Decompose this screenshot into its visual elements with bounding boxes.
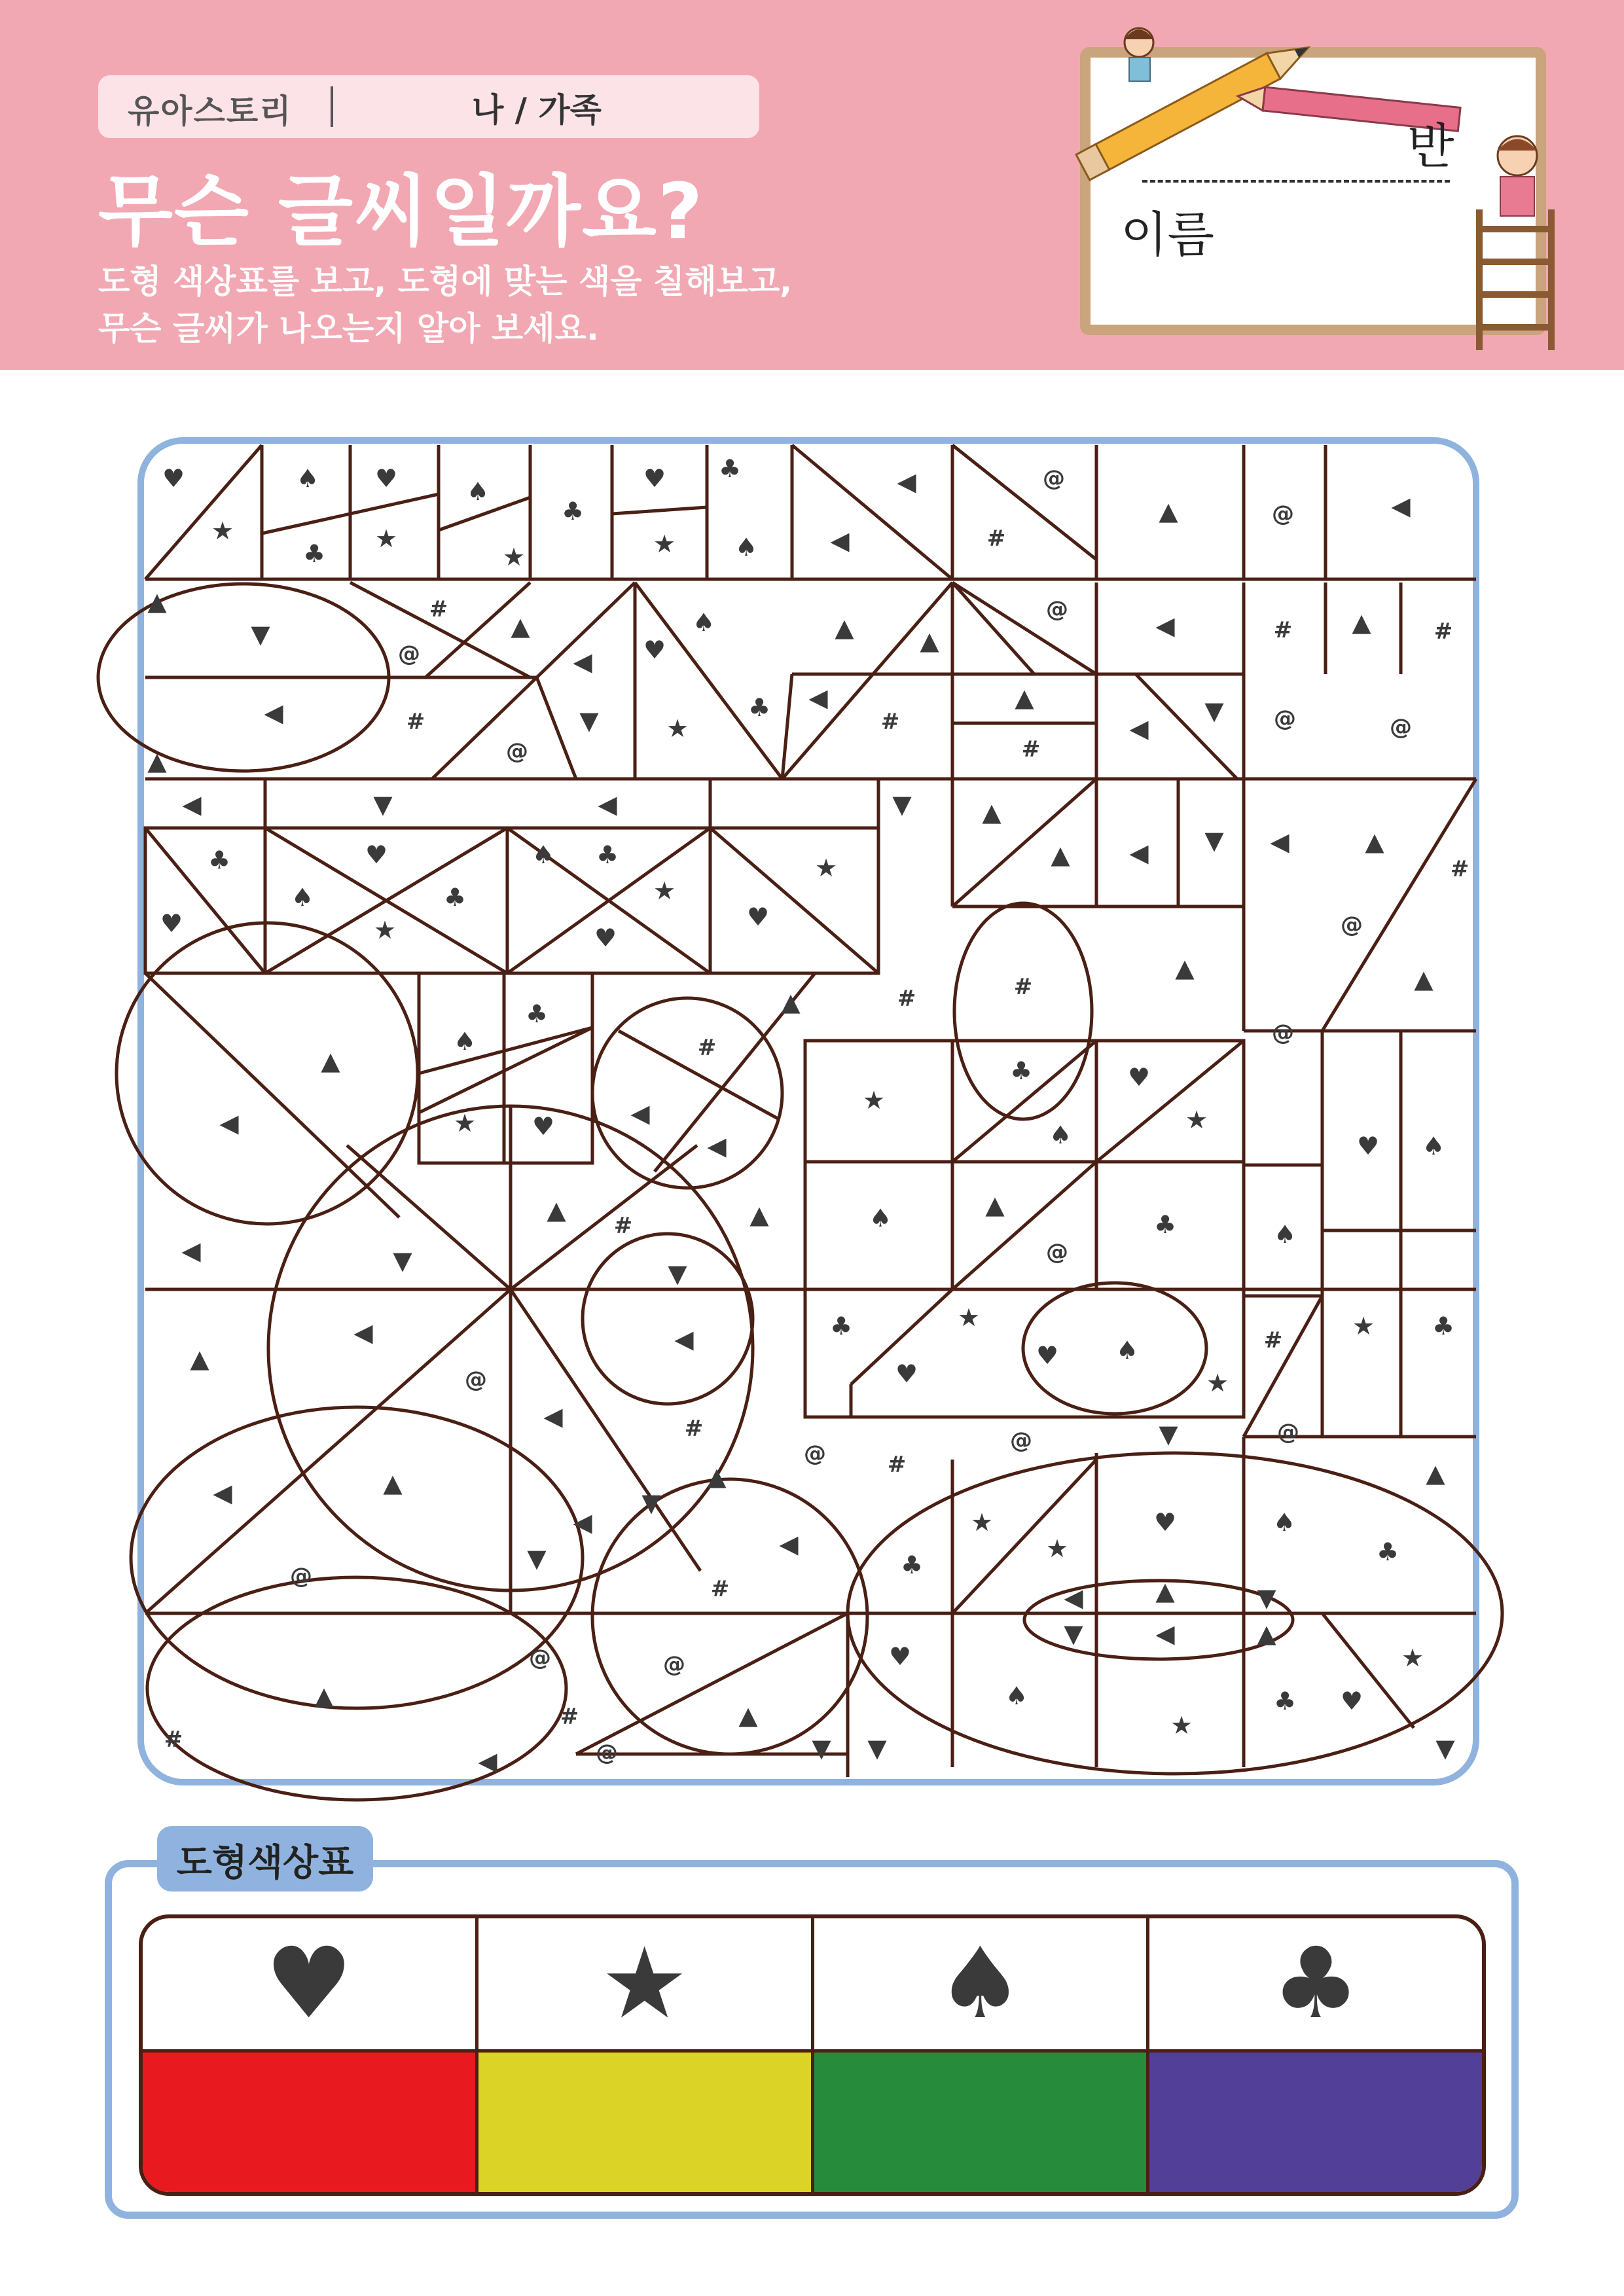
- triangle-left-icon: ◀: [1155, 611, 1175, 640]
- at-icon: @: [1046, 1239, 1068, 1265]
- club-icon: ♣: [718, 454, 742, 483]
- hash-icon: #: [164, 1727, 183, 1753]
- triangle-left-icon: ◀: [213, 1479, 232, 1507]
- at-icon: @: [398, 641, 420, 667]
- star-icon: ★: [957, 1303, 981, 1332]
- club-icon: ♣: [561, 497, 585, 526]
- triangle-left-icon: ◀: [897, 467, 916, 496]
- hash-icon: #: [880, 709, 900, 735]
- star-icon: ★: [653, 876, 676, 905]
- at-icon: @: [465, 1367, 487, 1393]
- triangle-left-icon: ◀: [707, 1132, 727, 1160]
- star-icon: ★: [666, 714, 689, 743]
- star-icon: ★: [478, 1918, 811, 2053]
- club-icon: ♣: [1376, 1537, 1399, 1566]
- triangle-up-icon: ▲: [1365, 827, 1384, 856]
- club-icon: ♣: [900, 1551, 924, 1579]
- triangle-down-icon: ▼: [641, 1488, 661, 1517]
- triangle-down-icon: ▼: [1204, 696, 1224, 725]
- class-label: 반: [1407, 118, 1454, 175]
- triangle-up-icon: ▲: [1015, 683, 1034, 712]
- triangle-up-icon: ▲: [920, 626, 939, 655]
- page-title: 무슨 글씨일까요?: [98, 166, 704, 257]
- star-icon: ★: [1401, 1643, 1424, 1672]
- star-icon: ★: [814, 853, 838, 882]
- at-icon: @: [1010, 1427, 1032, 1454]
- heart-icon: ♥: [594, 924, 617, 952]
- triangle-left-icon: ◀: [573, 647, 592, 676]
- triangle-up-icon: ▲: [1426, 1459, 1445, 1488]
- hash-icon: #: [1263, 1327, 1283, 1354]
- triangle-up-icon: ▲: [835, 613, 854, 642]
- legend-table: [139, 1914, 1486, 2196]
- legend-cell-heart: [143, 1918, 478, 2192]
- triangle-up-icon: ▲: [547, 1196, 566, 1225]
- heart-icon: ♥: [746, 903, 770, 931]
- triangle-down-icon: ▼: [1257, 1583, 1276, 1612]
- triangle-up-icon: ▲: [383, 1469, 403, 1498]
- star-icon: ★: [653, 529, 676, 558]
- star-icon: ★: [453, 1109, 477, 1138]
- hash-icon: #: [710, 1576, 730, 1602]
- heart-icon: ♥: [1356, 1132, 1380, 1160]
- triangle-left-icon: ◀: [779, 1530, 799, 1558]
- triangle-up-icon: ▲: [707, 1462, 727, 1491]
- triangle-left-icon: ◀: [830, 526, 850, 555]
- triangle-down-icon: ▼: [867, 1734, 887, 1763]
- club-icon: ♣: [525, 999, 549, 1028]
- star-icon: ★: [211, 516, 234, 545]
- at-icon: @: [506, 738, 528, 764]
- triangle-left-icon: ◀: [1270, 827, 1290, 856]
- at-icon: @: [1390, 714, 1412, 740]
- spade-icon: ♠: [869, 1204, 892, 1232]
- triangle-down-icon: ▼: [373, 790, 393, 819]
- triangle-up-icon: ▲: [321, 1047, 340, 1075]
- legend-cell-star: [478, 1918, 814, 2192]
- triangle-down-icon: ▼: [1159, 1420, 1178, 1448]
- legend-color-yellow: [478, 2053, 811, 2192]
- spade-icon: ♠: [1422, 1132, 1445, 1160]
- heart-icon: ♥: [143, 1918, 475, 2053]
- at-icon: @: [804, 1441, 826, 1467]
- instruction-line-2: 무슨 글씨가 나오는지 알아 보세요.: [98, 310, 599, 348]
- spade-icon: ♠: [453, 1027, 477, 1056]
- heart-icon: ♥: [643, 464, 666, 493]
- triangle-up-icon: ▲: [1352, 608, 1371, 637]
- heart-icon: ♥: [365, 840, 388, 869]
- club-icon: ♣: [829, 1312, 853, 1340]
- spade-icon: ♠: [734, 533, 758, 562]
- category-label: 나 / 가족: [472, 91, 602, 129]
- triangle-left-icon: ◀: [478, 1747, 497, 1776]
- triangle-up-icon: ▲: [190, 1344, 209, 1373]
- spade-icon: ♠: [1115, 1336, 1139, 1365]
- triangle-left-icon: ◀: [598, 790, 617, 819]
- legend-color-purple: [1149, 2053, 1482, 2192]
- at-icon: @: [1272, 501, 1294, 527]
- spade-icon: ♠: [532, 840, 555, 869]
- triangle-down-icon: ▼: [527, 1544, 547, 1573]
- star-icon: ★: [1352, 1312, 1375, 1340]
- spade-icon: ♠: [296, 464, 319, 493]
- hash-icon: #: [897, 986, 916, 1012]
- triangle-left-icon: ◀: [630, 1099, 650, 1128]
- star-icon: ★: [1045, 1534, 1069, 1563]
- spade-icon: ♠: [1272, 1508, 1296, 1537]
- spade-icon: ♠: [692, 608, 715, 637]
- triangle-down-icon: ▼: [393, 1246, 412, 1275]
- club-icon: ♣: [1273, 1687, 1297, 1715]
- triangle-up-icon: ▲: [781, 988, 801, 1016]
- triangle-up-icon: ▲: [985, 1191, 1005, 1219]
- heart-icon: ♥: [888, 1642, 912, 1671]
- at-icon: @: [1043, 465, 1065, 492]
- triangle-left-icon: ◀: [1129, 714, 1149, 743]
- triangle-left-icon: ◀: [573, 1508, 592, 1537]
- triangle-up-icon: ▲: [738, 1701, 758, 1730]
- triangle-up-icon: ▲: [1414, 965, 1434, 994]
- at-icon: @: [1046, 596, 1068, 622]
- star-icon: ★: [374, 524, 398, 553]
- star-icon: ★: [862, 1086, 886, 1115]
- heart-icon: ♥: [532, 1112, 555, 1141]
- at-icon: @: [596, 1740, 618, 1766]
- hash-icon: #: [1021, 736, 1041, 762]
- hash-icon: #: [429, 596, 448, 622]
- instruction-line-1: 도형 색상표를 보고, 도형에 맞는 색을 칠해보고,: [98, 262, 793, 300]
- at-icon: @: [1274, 706, 1296, 732]
- hash-icon: #: [1450, 856, 1470, 882]
- triangle-left-icon: ◀: [264, 698, 283, 727]
- at-icon: @: [1277, 1419, 1299, 1445]
- triangle-left-icon: ◀: [1155, 1619, 1175, 1648]
- triangle-down-icon: ▼: [251, 620, 270, 649]
- legend-color-green: [814, 2053, 1147, 2192]
- heart-icon: ♥: [895, 1359, 918, 1388]
- club-icon: ♣: [443, 883, 467, 912]
- triangle-left-icon: ◀: [1129, 838, 1149, 867]
- star-icon: ★: [970, 1508, 994, 1537]
- triangle-up-icon: ▲: [1051, 840, 1070, 869]
- spade-icon: ♠: [814, 1918, 1147, 2053]
- hash-icon: #: [887, 1452, 907, 1478]
- club-icon: ♣: [208, 846, 231, 874]
- triangle-down-icon: ▼: [1064, 1619, 1083, 1648]
- legend-title: 도형색상표: [176, 1842, 354, 1884]
- triangle-left-icon: ◀: [182, 790, 202, 819]
- hash-icon: #: [1434, 619, 1453, 645]
- spade-icon: ♠: [291, 883, 314, 912]
- triangle-left-icon: ◀: [543, 1402, 563, 1431]
- hash-icon: #: [406, 709, 425, 735]
- club-icon: ♣: [1153, 1210, 1177, 1239]
- legend-cell-spade: [814, 1918, 1150, 2192]
- at-icon: @: [1341, 912, 1363, 938]
- heart-icon: ♥: [160, 909, 183, 938]
- brand-logo: 유아스토리: [128, 92, 293, 130]
- at-icon: @: [529, 1645, 551, 1671]
- heart-icon: ♥: [1127, 1063, 1151, 1092]
- triangle-down-icon: ▼: [1435, 1734, 1455, 1763]
- club-icon: ♣: [596, 840, 619, 869]
- at-icon: @: [663, 1651, 685, 1677]
- triangle-left-icon: ◀: [181, 1236, 201, 1265]
- heart-icon: ♥: [643, 636, 666, 664]
- hash-icon: #: [613, 1213, 633, 1239]
- heart-icon: ♥: [1036, 1341, 1059, 1370]
- at-icon: @: [1272, 1020, 1294, 1046]
- heart-icon: ♥: [1153, 1508, 1177, 1537]
- triangle-left-icon: ◀: [1391, 492, 1411, 520]
- star-icon: ★: [1170, 1711, 1193, 1740]
- star-icon: ★: [1185, 1105, 1208, 1134]
- spade-icon: ♠: [1005, 1681, 1028, 1710]
- hash-icon: #: [684, 1416, 704, 1442]
- star-icon: ★: [1206, 1369, 1229, 1397]
- spade-icon: ♠: [466, 477, 490, 506]
- triangle-down-icon: ▼: [668, 1259, 687, 1288]
- star-icon: ★: [373, 916, 397, 944]
- heart-icon: ♥: [1340, 1687, 1363, 1715]
- triangle-left-icon: ◀: [674, 1325, 694, 1354]
- hash-icon: #: [1273, 617, 1293, 643]
- legend-cell-club: [1149, 1918, 1482, 2192]
- club-icon: ♣: [748, 693, 771, 722]
- club-icon: ♣: [1432, 1312, 1455, 1340]
- hash-icon: #: [560, 1704, 579, 1730]
- triangle-down-icon: ▼: [579, 706, 599, 735]
- triangle-down-icon: ▼: [1204, 826, 1224, 855]
- triangle-down-icon: ▼: [892, 790, 912, 819]
- triangle-down-icon: ▼: [812, 1734, 831, 1763]
- triangle-left-icon: ◀: [219, 1109, 239, 1138]
- spade-icon: ♠: [1049, 1121, 1072, 1149]
- triangle-up-icon: ▲: [982, 798, 1001, 827]
- triangle-left-icon: ◀: [808, 683, 828, 712]
- triangle-up-icon: ▲: [1159, 497, 1178, 526]
- triangle-up-icon: ▲: [1155, 1577, 1175, 1605]
- star-icon: ★: [502, 543, 526, 571]
- triangle-up-icon: ▲: [314, 1681, 334, 1710]
- hash-icon: #: [986, 526, 1006, 552]
- heart-icon: ♥: [374, 464, 398, 493]
- club-icon: ♣: [1149, 1918, 1482, 2053]
- triangle-up-icon: ▲: [749, 1200, 769, 1229]
- triangle-left-icon: ◀: [353, 1318, 373, 1347]
- triangle-up-icon: ▲: [511, 612, 530, 641]
- hash-icon: #: [1013, 974, 1033, 1000]
- legend-color-red: [143, 2053, 475, 2192]
- triangle-up-icon: ▲: [147, 587, 167, 616]
- spade-icon: ♠: [1273, 1220, 1297, 1249]
- hash-icon: #: [697, 1035, 717, 1061]
- at-icon: @: [290, 1563, 312, 1589]
- triangle-up-icon: ▲: [147, 747, 167, 776]
- club-icon: ♣: [302, 539, 326, 568]
- heart-icon: ♥: [162, 464, 185, 493]
- name-label: 이름: [1121, 207, 1214, 263]
- club-icon: ♣: [1009, 1056, 1033, 1085]
- triangle-up-icon: ▲: [1175, 954, 1195, 982]
- triangle-up-icon: ▲: [1257, 1619, 1276, 1648]
- triangle-left-icon: ◀: [1064, 1583, 1083, 1612]
